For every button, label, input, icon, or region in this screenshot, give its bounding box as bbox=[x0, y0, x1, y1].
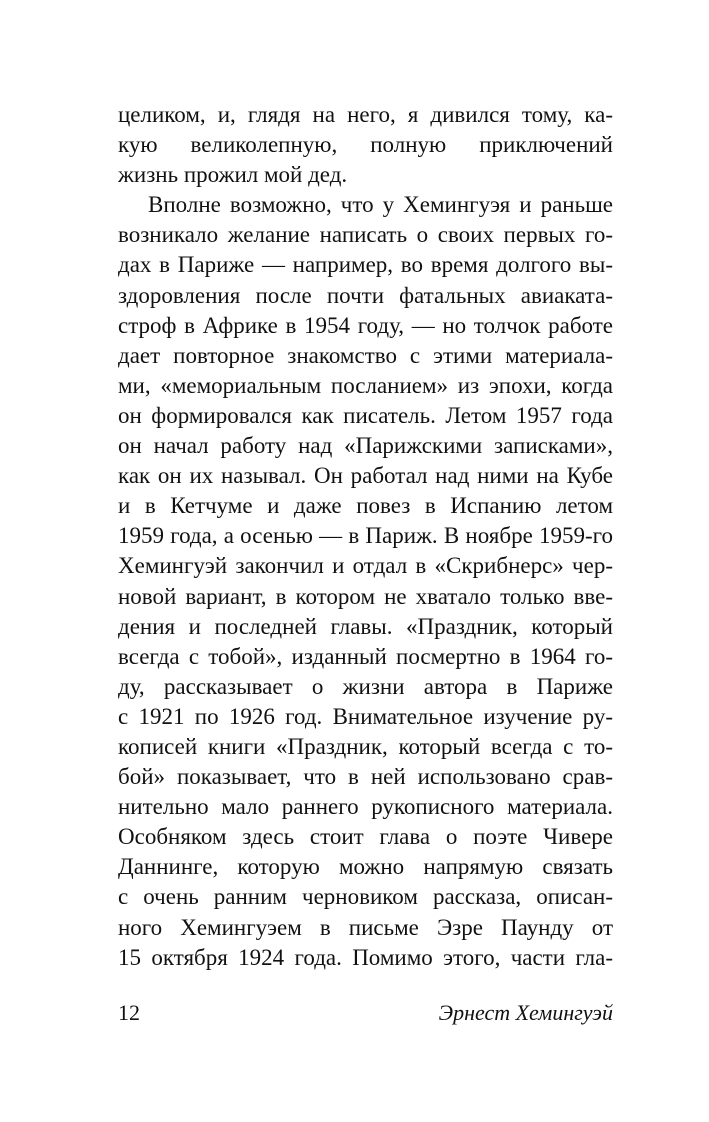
text-line: 15 октября 1924 года. Помимо этого, части гла- bbox=[118, 944, 613, 970]
text-line: дения и последней главы. «Праздник, который bbox=[118, 613, 613, 639]
text-line: 1959 года, а осенью — в Париж. В ноябре 1959-го bbox=[118, 523, 613, 549]
text-line: он начал работу над «Парижскими записками», bbox=[118, 433, 613, 459]
text-line: возникало желание написать о своих первых го- bbox=[118, 222, 613, 248]
text-line: дах в Париже — например, во время долгого вы- bbox=[118, 252, 613, 278]
text-line: здоровления после почти фатальных авиаката- bbox=[118, 282, 613, 308]
text-line: Особняком здесь стоит глава о поэте Чивере bbox=[118, 824, 613, 850]
text-line: всегда с тобой», изданный посмертно в 1964 го- bbox=[118, 643, 613, 669]
text-line: бой» показывает, что в ней использовано срав- bbox=[118, 764, 613, 790]
text-line: дает повторное знакомство с этими материала- bbox=[118, 342, 613, 368]
page-footer bbox=[118, 1000, 613, 1030]
text-line: он формировался как писатель. Летом 1957 года bbox=[118, 402, 613, 428]
text-line: Вполне возможно, что у Хемингуэя и раньше bbox=[148, 192, 613, 218]
text-line: и в Кетчуме и даже повез в Испанию летом bbox=[118, 493, 613, 519]
body-text bbox=[118, 100, 613, 973]
text-line: новой вариант, в котором не хватало только вве- bbox=[118, 583, 613, 609]
text-line: как он их называл. Он работал над ними на Кубе bbox=[118, 463, 613, 489]
text-line: Хемингуэй закончил и отдал в «Скрибнерс» чер- bbox=[118, 553, 613, 579]
text-line: нительно мало раннего рукописного материала. bbox=[118, 794, 613, 820]
text-line: ду, рассказывает о жизни автора в Париже bbox=[118, 673, 613, 699]
text-line: Даннинге, которую можно напрямую связать bbox=[118, 854, 613, 880]
running-title: Эрнест Хемингуэй bbox=[438, 1000, 613, 1025]
text-line: с очень ранним черновиком рассказа, описан- bbox=[118, 884, 613, 910]
text-line: целиком, и, глядя на него, я дивился тому, ка- bbox=[118, 102, 613, 127]
text-line: ми, «мемориальным посланием» из эпохи, когда bbox=[118, 372, 613, 398]
text-line: с 1921 по 1926 год. Внимательное изучение ру- bbox=[118, 703, 613, 729]
text-line: строф в Африке в 1954 году, — но толчок работе bbox=[118, 312, 613, 338]
text-line: ного Хемингуэем в письме Эзре Паунду от bbox=[118, 914, 613, 940]
text-line: кописей книги «Праздник, который всегда с то- bbox=[118, 733, 613, 759]
text-line: кую великолепную, полную приключений bbox=[118, 132, 613, 158]
page-number: 12 bbox=[118, 1000, 140, 1025]
text-line: жизнь прожил мой дед. bbox=[118, 162, 348, 188]
